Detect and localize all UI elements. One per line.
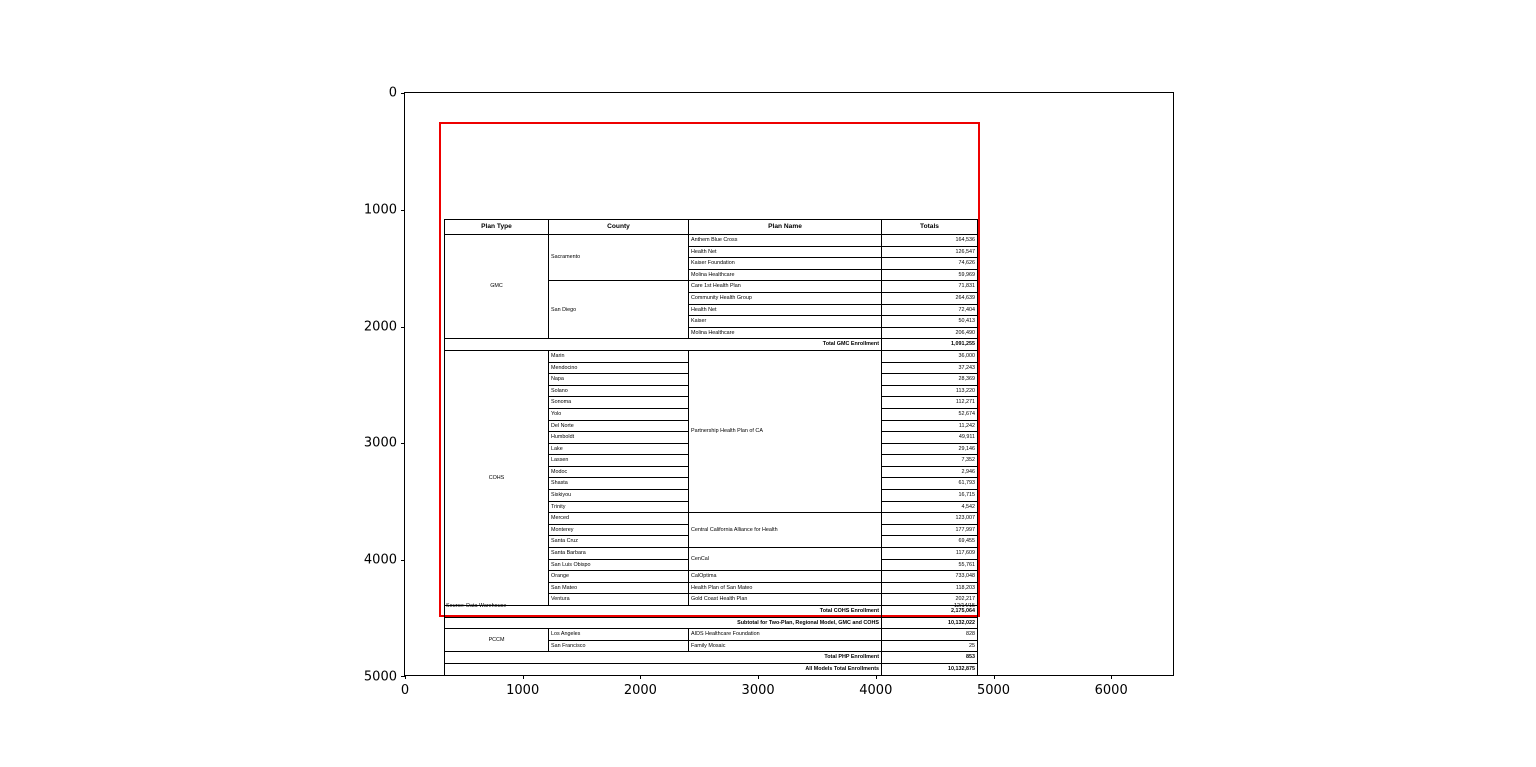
x-tick-label: 4000 (859, 683, 893, 698)
cell-total: 11,242 (882, 420, 978, 432)
cell-plan-name: Kaiser Foundation (689, 258, 882, 270)
cell-total: 164,536 (882, 235, 978, 247)
cell-total: 4,542 (882, 501, 978, 513)
y-tick-mark (401, 327, 405, 328)
table-row (445, 350, 978, 362)
cell-plan-name: Kaiser (689, 316, 882, 328)
cell-county: Marin (549, 350, 689, 362)
table-total-row (445, 663, 978, 675)
cell-total: 264,639 (882, 292, 978, 304)
cell-county: Shasta (549, 478, 689, 490)
cell-plan-name: Molina Healthcare (689, 327, 882, 339)
table-subtotal-row (445, 617, 978, 629)
cell-county: Orange (549, 571, 689, 583)
x-tick-mark (523, 675, 524, 679)
cell-county: Merced (549, 513, 689, 525)
cell-plan-name: AIDS Healthcare Foundation (689, 629, 882, 641)
cell-county: Santa Barbara (549, 548, 689, 560)
cell-total: 2,946 (882, 466, 978, 478)
cell-county: Sacramento (549, 235, 689, 281)
y-tick-label: 1000 (363, 202, 397, 218)
cell-total: 37,243 (882, 362, 978, 374)
label-total-gmc: Total GMC Enrollment (445, 339, 882, 351)
cell-total: 202,217 (882, 594, 978, 606)
detected-document-region (439, 122, 980, 672)
cell-total: 55,761 (882, 559, 978, 571)
y-tick-mark (401, 93, 405, 94)
cell-plan-name: CalOptima (689, 571, 882, 583)
y-tick-mark (401, 560, 405, 561)
cell-total: 36,000 (882, 350, 978, 362)
x-tick-mark (758, 675, 759, 679)
cell-county: San Mateo (549, 582, 689, 594)
value-subtotal: 10,132,022 (882, 617, 978, 629)
x-tick-label: 0 (400, 683, 410, 698)
cell-total: 25 (882, 640, 978, 652)
value-total-php: 853 (882, 652, 978, 664)
cell-plan-name: Health Net (689, 246, 882, 258)
value-total-cohs: 2,175,064 (882, 606, 978, 618)
cell-plan-name: CenCal (689, 548, 882, 571)
table-row (445, 629, 978, 641)
cell-plan-name: Family Mosaic (689, 640, 882, 652)
cell-county: Mendocino (549, 362, 689, 374)
value-total-gmc: 1,091,255 (882, 339, 978, 351)
plot-axes (363, 85, 1174, 698)
cell-total: 733,048 (882, 571, 978, 583)
label-total-php: Total PHP Enrollment (445, 652, 882, 664)
cell-total: 29,146 (882, 443, 978, 455)
x-tick-label: 6000 (1094, 683, 1128, 698)
cell-total: 59,969 (882, 269, 978, 281)
y-tick-label: 4000 (363, 552, 397, 568)
cell-total: 28,369 (882, 374, 978, 386)
cell-total: 828 (882, 629, 978, 641)
cell-county: Sonoma (549, 397, 689, 409)
y-tick-label: 2000 (363, 319, 397, 335)
cell-county: Ventura (549, 594, 689, 606)
y-tick-label: 3000 (363, 435, 397, 451)
x-tick-mark (994, 675, 995, 679)
label-subtotal: Subtotal for Two-Plan, Regional Model, GMC and COHS (445, 617, 882, 629)
x-tick-mark (640, 675, 641, 679)
cell-county: Santa Cruz (549, 536, 689, 548)
cell-plan-name: Care 1st Health Plan (689, 281, 882, 293)
column-header-totals: Totals (882, 220, 978, 235)
x-tick-mark (876, 675, 877, 679)
x-tick-label: 5000 (976, 683, 1011, 698)
table-row (445, 235, 978, 247)
x-tick-mark (1111, 675, 1112, 679)
cell-county: Monterey (549, 524, 689, 536)
cell-total: 50,413 (882, 316, 978, 328)
cell-plan-name: Health Plan of San Mateo (689, 582, 882, 594)
cell-total: 126,547 (882, 246, 978, 258)
cell-county: Humboldt (549, 432, 689, 444)
table-total-row (445, 652, 978, 664)
cell-plan-name: Community Health Group (689, 292, 882, 304)
cell-total: 69,455 (882, 536, 978, 548)
cell-total: 52,674 (882, 408, 978, 420)
date-label: 12/14/15 (954, 603, 975, 609)
cell-county: Modoc (549, 466, 689, 478)
cell-total: 71,831 (882, 281, 978, 293)
cell-total: 74,626 (882, 258, 978, 270)
cell-total: 61,793 (882, 478, 978, 490)
cell-total: 206,490 (882, 327, 978, 339)
x-tick-label: 1000 (506, 683, 540, 698)
document-footer (444, 603, 977, 609)
cell-plan-name: Gold Coast Health Plan (689, 594, 882, 606)
cell-plan-type: GMC (445, 235, 549, 339)
y-tick-mark (401, 443, 405, 444)
x-tick-mark (405, 675, 406, 679)
cell-county: Lassen (549, 455, 689, 467)
x-tick-label: 2000 (623, 683, 657, 698)
table-header-row (445, 220, 978, 235)
cell-total: 112,271 (882, 397, 978, 409)
cell-plan-type: PCCM (445, 629, 549, 652)
cell-county: San Luis Obispo (549, 559, 689, 571)
cell-total: 49,911 (882, 432, 978, 444)
y-tick-label: 5000 (363, 669, 397, 685)
cell-plan-name: Central California Alliance for Health (689, 513, 882, 548)
cell-plan-name: Anthem Blue Cross (689, 235, 882, 247)
cell-county: San Diego (549, 281, 689, 339)
cell-plan-name: Health Net (689, 304, 882, 316)
column-header-plan-type: Plan Type (445, 220, 549, 235)
cell-total: 118,203 (882, 582, 978, 594)
column-header-county: County (549, 220, 689, 235)
cell-county: Napa (549, 374, 689, 386)
cell-county: Solano (549, 385, 689, 397)
table-total-row (445, 339, 978, 351)
cell-total: 113,220 (882, 385, 978, 397)
cell-plan-name: Partnership Health Plan of CA (689, 350, 882, 512)
label-total-cohs: Total COHS Enrollment (445, 606, 882, 618)
cell-county: Siskiyou (549, 490, 689, 502)
column-header-plan-name: Plan Name (689, 220, 882, 235)
cell-total: 123,007 (882, 513, 978, 525)
cell-total: 117,609 (882, 548, 978, 560)
cell-plan-type: COHS (445, 350, 549, 605)
cell-county: Trinity (549, 501, 689, 513)
cell-county: Del Norte (549, 420, 689, 432)
x-tick-label: 3000 (741, 683, 775, 698)
cell-county: Yolo (549, 408, 689, 420)
cell-county: Los Angeles (549, 629, 689, 641)
y-tick-mark (401, 210, 405, 211)
cell-county: San Francisco (549, 640, 689, 652)
cell-total: 72,404 (882, 304, 978, 316)
cell-county: Lake (549, 443, 689, 455)
y-tick-label: 0 (388, 85, 397, 101)
cell-plan-name: Molina Healthcare (689, 269, 882, 281)
cell-total: 7,352 (882, 455, 978, 467)
label-all-models: All Models Total Enrollments (445, 663, 882, 675)
cell-total: 16,715 (882, 490, 978, 502)
cell-total: 177,997 (882, 524, 978, 536)
source-label: Source: Data Warehouse (446, 603, 507, 609)
value-all-models: 10,132,875 (882, 663, 978, 675)
